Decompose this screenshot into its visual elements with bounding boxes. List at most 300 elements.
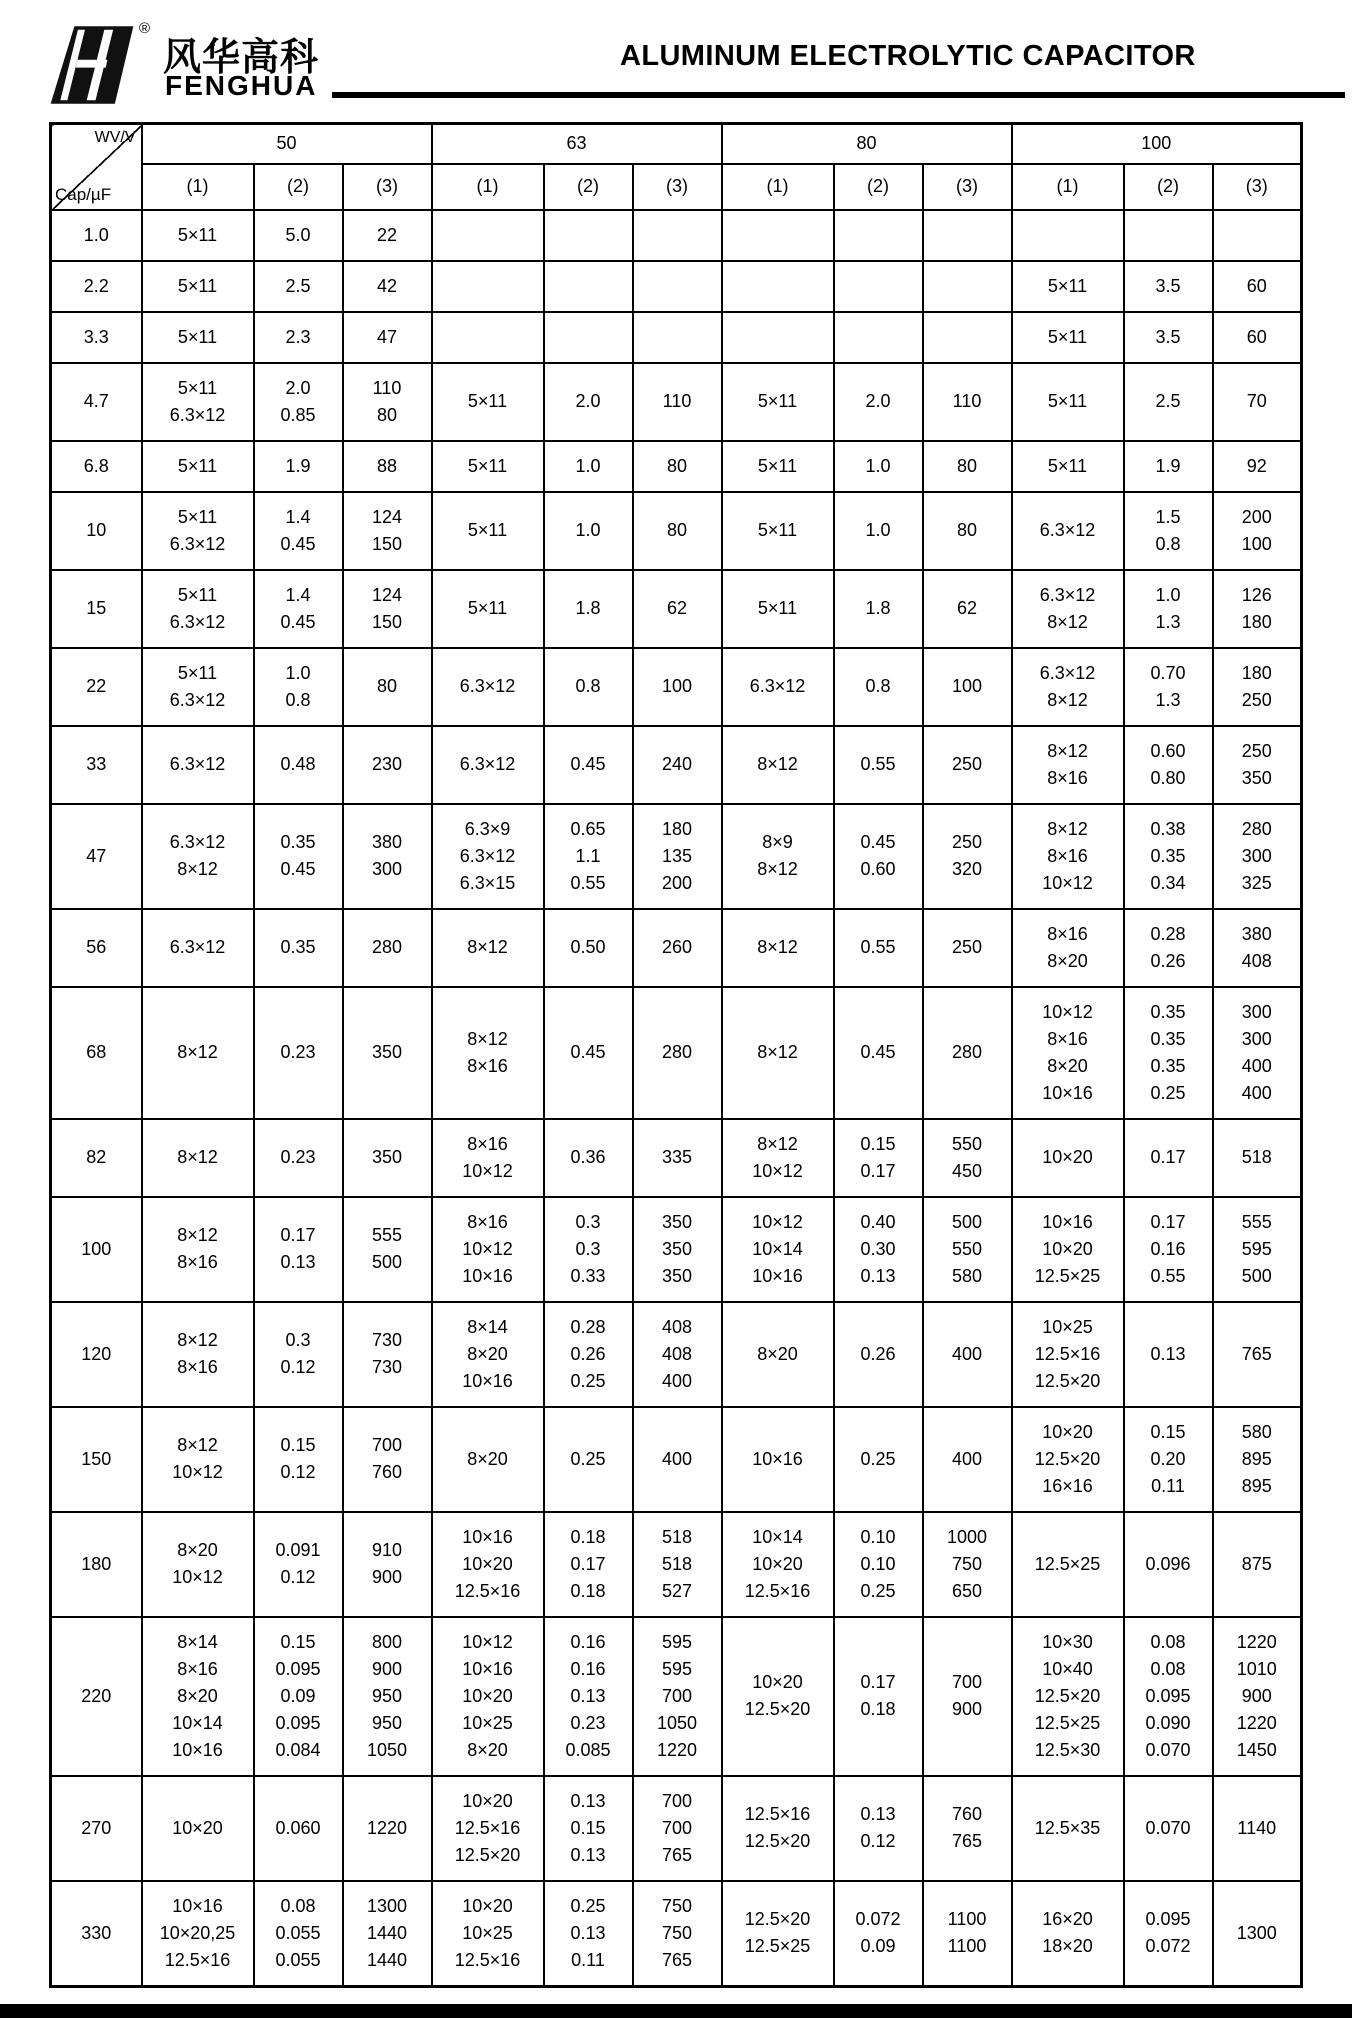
data-cell xyxy=(343,1512,432,1617)
cell-line: 0.095 xyxy=(275,1658,321,1679)
cell-line: 12.5×16 xyxy=(164,1949,231,1970)
voltage-group-header-100: 100 xyxy=(1012,124,1302,164)
data-cell xyxy=(544,1512,633,1617)
data-cell xyxy=(834,1407,923,1512)
data-cell xyxy=(544,987,633,1119)
cell-line: 400 xyxy=(1241,1082,1272,1103)
data-cell xyxy=(142,210,254,261)
data-cell xyxy=(432,804,544,909)
cell-line: 0.17 xyxy=(860,1672,896,1692)
cell-line: 5×11 xyxy=(177,326,218,347)
cell-line: 1.0 xyxy=(865,455,891,476)
data-cell xyxy=(633,804,722,909)
cell-line: 10×20 xyxy=(752,1672,803,1692)
data-cell xyxy=(343,210,432,261)
cell-line: 325 xyxy=(1241,872,1272,893)
data-cell xyxy=(1012,726,1124,804)
cell-line: 80 xyxy=(376,676,398,696)
data-cell xyxy=(1124,1881,1213,1987)
data-cell xyxy=(923,210,1012,261)
cell-line: 110 xyxy=(662,391,692,411)
data-cell xyxy=(834,363,923,441)
data-cell xyxy=(834,1302,923,1407)
cell-line: 0.3 xyxy=(575,1238,601,1259)
data-cell xyxy=(923,909,1012,987)
data-cell xyxy=(834,1617,923,1776)
data-cell xyxy=(544,1119,633,1197)
data-cell xyxy=(633,1881,722,1987)
cell-line: 0.12 xyxy=(280,1462,316,1482)
data-cell xyxy=(544,1302,633,1407)
voltage-group-header-80: 80 xyxy=(722,124,1012,164)
cell-line: 80 xyxy=(666,455,688,476)
cell-line: 0.17 xyxy=(1150,1211,1186,1232)
cell-line: 80 xyxy=(666,520,688,540)
data-cell xyxy=(544,210,633,261)
data-cell xyxy=(254,1512,343,1617)
cell-line: 0.095 xyxy=(275,1712,321,1733)
row-cap-label: 100 xyxy=(51,1197,142,1302)
cell-line: 1.0 xyxy=(575,520,601,540)
cell-line: 5×11 xyxy=(1047,391,1088,411)
cell-line: 6.3×12 xyxy=(169,832,226,852)
data-cell xyxy=(142,909,254,987)
cell-line: 700 xyxy=(951,1672,983,1692)
cell-line: 0.17 xyxy=(280,1225,316,1245)
cell-line: 0.18 xyxy=(570,1526,606,1547)
data-cell xyxy=(1012,1302,1124,1407)
fenghua-logo xyxy=(48,24,136,106)
data-cell xyxy=(1012,1197,1124,1302)
cell-line: 92 xyxy=(1246,455,1267,476)
cell-line: 5×11 xyxy=(177,584,218,605)
data-cell xyxy=(432,648,544,726)
data-cell xyxy=(1213,210,1302,261)
cell-line: 0.70 xyxy=(1150,662,1186,683)
cell-line: 0.15 xyxy=(1150,1421,1186,1442)
sub-column-header: (1) xyxy=(142,164,254,210)
cell-line: 6.3×12 xyxy=(459,754,516,774)
row-cap-label: 150 xyxy=(51,1407,142,1512)
data-cell xyxy=(1213,1119,1302,1197)
cell-line: 350 xyxy=(661,1238,693,1259)
cell-line: 0.35 xyxy=(280,937,316,957)
cell-line: 0.15 xyxy=(570,1817,606,1838)
cell-line: 0.3 xyxy=(575,1211,601,1232)
data-cell xyxy=(1012,261,1124,312)
data-cell xyxy=(343,1302,432,1407)
cell-line: 0.18 xyxy=(860,1699,896,1719)
cell-line: 126 xyxy=(1241,584,1272,605)
data-cell xyxy=(544,804,633,909)
data-cell xyxy=(834,987,923,1119)
cell-line: 124 xyxy=(371,584,403,605)
data-cell xyxy=(1124,210,1213,261)
cell-line: 0.85 xyxy=(280,404,316,425)
cell-line: 5×11 xyxy=(177,506,218,527)
data-cell xyxy=(834,441,923,492)
data-cell xyxy=(432,1302,544,1407)
cell-line: 70 xyxy=(1246,391,1267,411)
data-cell xyxy=(254,804,343,909)
cell-line: 8×20 xyxy=(467,1448,508,1469)
sub-column-header: (2) xyxy=(544,164,633,210)
data-cell xyxy=(834,312,923,363)
data-cell xyxy=(722,1776,834,1881)
cell-line: 12.5×20 xyxy=(454,1844,521,1865)
cell-line: 0.09 xyxy=(860,1936,896,1956)
table-row xyxy=(51,1302,1302,1407)
data-cell xyxy=(254,909,343,987)
data-cell xyxy=(142,570,254,648)
cell-line: 0.35 xyxy=(280,832,316,852)
cell-line: 10×20 xyxy=(1042,1147,1093,1167)
cell-line: 5×11 xyxy=(177,662,218,683)
row-cap-label: 82 xyxy=(51,1119,142,1197)
cell-line: 1220 xyxy=(366,1817,408,1838)
data-cell xyxy=(1124,1119,1213,1197)
sub-column-header: (1) xyxy=(432,164,544,210)
cell-line: 0.45 xyxy=(280,859,316,879)
data-cell xyxy=(432,441,544,492)
data-cell xyxy=(343,1119,432,1197)
table-row xyxy=(51,1776,1302,1881)
data-cell xyxy=(1012,210,1124,261)
cell-line: 0.09 xyxy=(280,1685,316,1706)
cell-line: 8×16 xyxy=(177,1357,218,1377)
cell-line: 42 xyxy=(376,275,398,296)
data-cell xyxy=(254,570,343,648)
cell-line: 100 xyxy=(661,676,693,696)
cell-line: 0.26 xyxy=(1150,950,1186,971)
data-cell xyxy=(142,492,254,570)
data-cell xyxy=(343,312,432,363)
data-cell xyxy=(142,1776,254,1881)
data-cell xyxy=(343,987,432,1119)
page-title: ALUMINUM ELECTROLYTIC CAPACITOR xyxy=(620,40,1196,72)
data-cell xyxy=(1124,1197,1213,1302)
data-cell xyxy=(923,363,1012,441)
table-row xyxy=(51,1617,1302,1776)
cell-line: 110 xyxy=(952,391,982,411)
cell-line: 5×11 xyxy=(757,391,798,411)
cell-line: 12.5×25 xyxy=(744,1936,811,1956)
cell-line: 0.33 xyxy=(570,1265,606,1286)
cell-line: 10×25 xyxy=(1042,1316,1093,1337)
cell-line: 0.25 xyxy=(1150,1082,1186,1103)
cell-line: 765 xyxy=(1241,1343,1272,1364)
data-cell xyxy=(544,1776,633,1881)
footer-bar xyxy=(0,2004,1352,2018)
data-cell xyxy=(722,1197,834,1302)
data-cell xyxy=(142,1407,254,1512)
cell-line: 730 xyxy=(371,1330,403,1350)
cell-line: 1.0 xyxy=(1155,584,1181,605)
table-row xyxy=(51,261,1302,312)
sub-column-header: (1) xyxy=(722,164,834,210)
cell-line: 900 xyxy=(371,1658,403,1679)
cell-line: 6.3×12 xyxy=(749,676,806,696)
cell-line: 0.17 xyxy=(1150,1147,1186,1167)
cell-line: 10×12 xyxy=(752,1160,803,1181)
cell-line: 250 xyxy=(1241,740,1272,761)
cell-line: 1.9 xyxy=(1155,455,1181,476)
cell-line: 8×12 xyxy=(1047,818,1088,839)
data-cell xyxy=(343,363,432,441)
cell-line: 0.070 xyxy=(1145,1739,1191,1760)
cell-line: 1100 xyxy=(947,1909,987,1929)
cell-line: 0.45 xyxy=(860,1042,896,1062)
data-cell xyxy=(343,261,432,312)
cell-line: 12.5×16 xyxy=(454,1949,521,1970)
cell-line: 0.34 xyxy=(1150,872,1186,893)
data-cell xyxy=(1213,804,1302,909)
cell-line: 6.3×12 xyxy=(1039,584,1096,605)
data-cell xyxy=(633,210,722,261)
cell-line: 950 xyxy=(371,1685,403,1706)
cell-line: 650 xyxy=(951,1580,983,1601)
data-cell xyxy=(432,1881,544,1987)
cell-line: 0.35 xyxy=(1150,1055,1186,1076)
data-cell xyxy=(923,441,1012,492)
row-cap-label: 220 xyxy=(51,1617,142,1776)
table-row xyxy=(51,648,1302,726)
data-cell xyxy=(1012,1119,1124,1197)
cell-line: 10×16 xyxy=(462,1265,513,1286)
data-cell xyxy=(432,363,544,441)
cell-line: 8×12 xyxy=(1047,611,1088,632)
cell-line: 0.090 xyxy=(1145,1712,1191,1733)
voltage-group-header-63: 63 xyxy=(432,124,722,164)
cell-line: 0.13 xyxy=(570,1685,606,1706)
data-cell xyxy=(432,1197,544,1302)
cell-line: 6.3×12 xyxy=(169,754,226,774)
data-cell xyxy=(254,1119,343,1197)
data-cell xyxy=(1213,363,1302,441)
cell-line: 0.15 xyxy=(860,1133,896,1154)
data-cell xyxy=(142,1302,254,1407)
cell-line: 595 xyxy=(661,1658,693,1679)
cell-line: 5×11 xyxy=(467,455,508,476)
cell-line: 900 xyxy=(951,1699,983,1719)
data-cell xyxy=(544,492,633,570)
data-cell xyxy=(1124,363,1213,441)
data-cell xyxy=(1124,1776,1213,1881)
cell-line: 8×12 xyxy=(177,1147,218,1167)
cell-line: 8×16 xyxy=(467,1055,508,1076)
cell-line: 6.3×12 xyxy=(169,689,226,710)
cell-line: 335 xyxy=(661,1147,693,1167)
cell-line: 0.26 xyxy=(860,1343,896,1364)
sub-column-header: (3) xyxy=(343,164,432,210)
cell-line: 5×11 xyxy=(1047,455,1088,476)
cell-line: 895 xyxy=(1241,1475,1272,1496)
data-cell xyxy=(633,492,722,570)
cell-line: 12.5×20 xyxy=(744,1909,811,1929)
cell-line: 8×12 xyxy=(757,859,798,879)
cell-line: 1220 xyxy=(1236,1712,1277,1733)
cell-line: 0.16 xyxy=(570,1658,606,1679)
cell-line: 124 xyxy=(371,506,403,527)
data-cell xyxy=(1012,1881,1124,1987)
table-row xyxy=(51,570,1302,648)
sub-column-header: (3) xyxy=(633,164,722,210)
cell-line: 10×16 xyxy=(172,1739,223,1760)
cell-line: 135 xyxy=(661,845,693,866)
cell-line: 10×25 xyxy=(462,1712,513,1733)
cell-line: 6.3×15 xyxy=(459,872,516,893)
cell-line: 2.0 xyxy=(865,391,891,411)
data-cell xyxy=(544,312,633,363)
table-row xyxy=(51,1119,1302,1197)
cell-line: 12.5×20 xyxy=(1034,1685,1101,1706)
cell-line: 8×16 xyxy=(1047,845,1088,866)
data-cell xyxy=(1213,261,1302,312)
data-cell xyxy=(722,648,834,726)
cell-line: 1.3 xyxy=(1155,689,1181,710)
data-cell xyxy=(722,1119,834,1197)
cell-line: 765 xyxy=(661,1844,693,1865)
cell-line: 765 xyxy=(661,1949,693,1970)
data-cell xyxy=(1124,492,1213,570)
data-cell xyxy=(544,1881,633,1987)
cell-line: 700 xyxy=(661,1817,693,1838)
data-cell xyxy=(633,1776,722,1881)
cell-line: 12.5×16 xyxy=(454,1580,521,1601)
cell-line: 380 xyxy=(1241,923,1272,944)
cell-line: 10×16 xyxy=(462,1658,513,1679)
cell-line: 10×20 xyxy=(462,1895,513,1916)
cell-line: 500 xyxy=(951,1211,983,1232)
table-row xyxy=(51,210,1302,261)
data-cell xyxy=(722,804,834,909)
cell-line: 5×11 xyxy=(467,391,508,411)
cell-line: 350 xyxy=(661,1211,693,1232)
cell-line: 910 xyxy=(371,1540,403,1560)
row-cap-label: 33 xyxy=(51,726,142,804)
cell-line: 10×20 xyxy=(172,1817,223,1838)
cell-line: 0.13 xyxy=(860,1804,896,1824)
cell-line: 10×12 xyxy=(172,1567,223,1587)
cell-line: 0.072 xyxy=(1145,1936,1191,1956)
data-cell xyxy=(834,261,923,312)
cell-line: 0.45 xyxy=(280,611,316,632)
data-cell xyxy=(923,987,1012,1119)
cell-line: 1010 xyxy=(1236,1658,1277,1679)
data-cell xyxy=(1012,1617,1124,1776)
cell-line: 0.055 xyxy=(275,1922,321,1943)
cell-line: 8×12 xyxy=(757,937,798,957)
cell-line: 0.20 xyxy=(1150,1448,1186,1469)
corner-cap-label: Cap/µF xyxy=(55,184,112,204)
cell-line: 300 xyxy=(1241,845,1272,866)
corner-header xyxy=(51,124,142,210)
cell-line: 0.11 xyxy=(1151,1475,1185,1496)
cell-line: 408 xyxy=(1241,950,1272,971)
data-cell xyxy=(343,804,432,909)
data-cell xyxy=(633,1407,722,1512)
data-cell xyxy=(432,210,544,261)
cell-line: 5×11 xyxy=(1047,275,1088,296)
cell-line: 0.8 xyxy=(575,676,601,696)
data-cell xyxy=(633,261,722,312)
cell-line: 8×16 xyxy=(1047,923,1088,944)
registered-trademark-icon: ® xyxy=(139,20,151,37)
cell-line: 10×12 xyxy=(1042,872,1093,893)
cell-line: 0.8 xyxy=(285,689,311,710)
cell-line: 100 xyxy=(1241,533,1272,554)
cell-line: 10×12 xyxy=(1042,1001,1093,1022)
cell-line: 12.5×16 xyxy=(744,1580,811,1601)
data-cell xyxy=(834,1197,923,1302)
data-cell xyxy=(544,570,633,648)
data-cell xyxy=(1124,1617,1213,1776)
cell-line: 1.0 xyxy=(285,662,311,683)
cell-line: 895 xyxy=(1241,1448,1272,1469)
cell-line: 400 xyxy=(661,1370,693,1391)
cell-line: 0.23 xyxy=(570,1712,606,1733)
data-cell xyxy=(343,1197,432,1302)
cell-line: 400 xyxy=(951,1448,983,1469)
data-cell xyxy=(142,1617,254,1776)
cell-line: 8×16 xyxy=(467,1133,508,1154)
table-row xyxy=(51,987,1302,1119)
cell-line: 300 xyxy=(1241,1001,1272,1022)
cell-line: 1.5 xyxy=(1155,506,1181,527)
data-cell xyxy=(254,492,343,570)
data-cell xyxy=(923,312,1012,363)
cell-line: 0.23 xyxy=(280,1042,316,1062)
cell-line: 1.4 xyxy=(285,584,311,605)
row-cap-label: 22 xyxy=(51,648,142,726)
cell-line: 12.5×16 xyxy=(454,1817,521,1838)
cell-line: 5.0 xyxy=(285,224,311,245)
cell-line: 10×40 xyxy=(1042,1658,1093,1679)
data-cell xyxy=(544,261,633,312)
data-cell xyxy=(1012,1512,1124,1617)
cell-line: 0.085 xyxy=(565,1739,611,1760)
data-cell xyxy=(923,1617,1012,1776)
cell-line: 0.55 xyxy=(860,754,896,774)
cell-line: 760 xyxy=(371,1462,403,1482)
data-cell xyxy=(432,909,544,987)
data-cell xyxy=(1124,1302,1213,1407)
data-cell xyxy=(544,441,633,492)
data-cell xyxy=(254,648,343,726)
data-cell xyxy=(544,726,633,804)
data-cell xyxy=(1124,804,1213,909)
cell-line: 1300 xyxy=(366,1895,408,1916)
cell-line: 3.5 xyxy=(1155,275,1181,296)
cell-line: 0.25 xyxy=(570,1895,606,1916)
cell-line: 5×11 xyxy=(467,520,508,540)
cell-line: 280 xyxy=(951,1042,983,1062)
cell-line: 10×20 xyxy=(752,1553,803,1574)
sub-column-header: (2) xyxy=(834,164,923,210)
cell-line: 10×14 xyxy=(752,1238,803,1259)
data-cell xyxy=(923,1776,1012,1881)
data-cell xyxy=(343,492,432,570)
data-cell xyxy=(923,1197,1012,1302)
data-cell xyxy=(254,441,343,492)
data-cell xyxy=(432,1119,544,1197)
cell-line: 875 xyxy=(1241,1553,1272,1574)
cell-line: 0.070 xyxy=(1145,1817,1191,1838)
cell-line: 300 xyxy=(1241,1028,1272,1049)
table-row xyxy=(51,726,1302,804)
cell-line: 0.35 xyxy=(1150,1028,1186,1049)
data-cell xyxy=(254,312,343,363)
